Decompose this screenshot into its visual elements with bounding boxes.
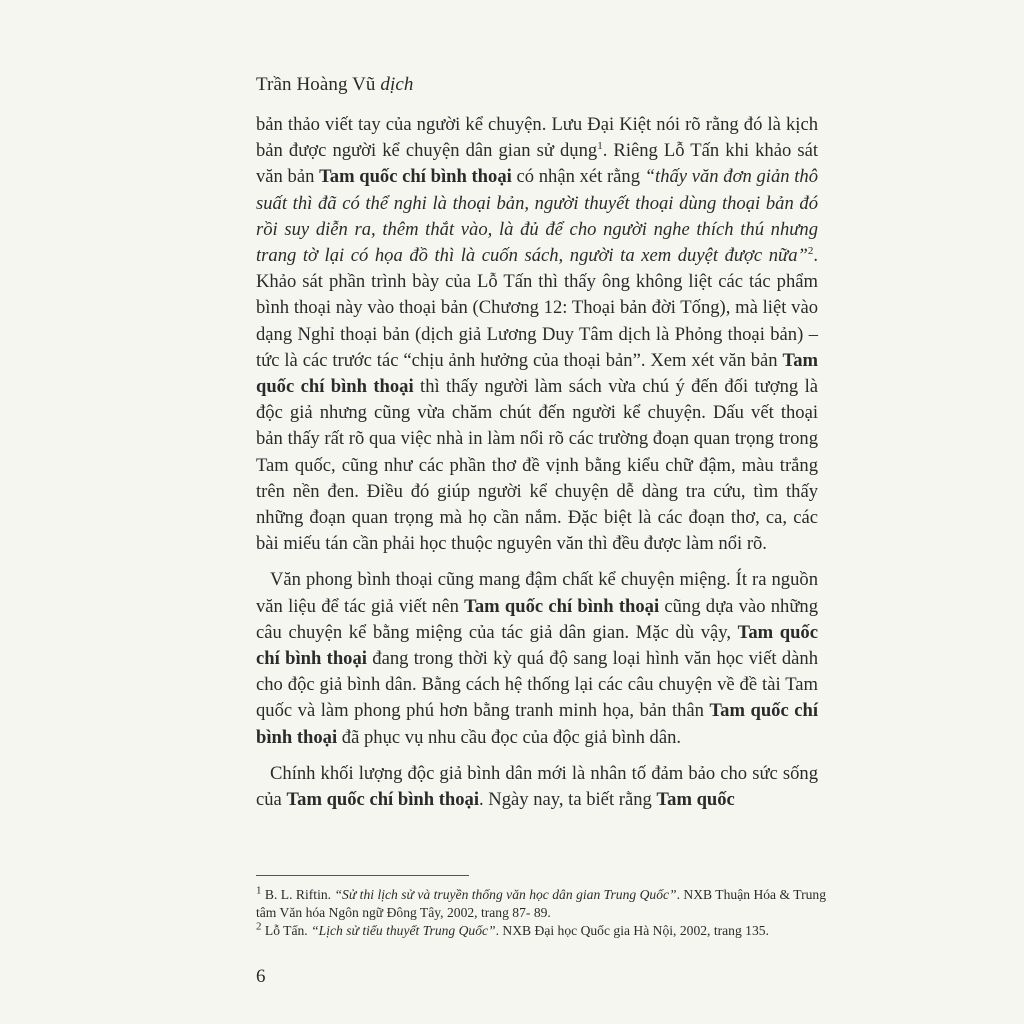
text-run: đã phục vụ nhu cầu đọc của độc giả bình dân. [337, 726, 682, 748]
text-run: cũng dựa vào những câu chuyện kể bằng miệng của tác giả dân gian. Mặc dù vậy, [256, 595, 819, 643]
footnote-marker: 1 [597, 140, 603, 153]
translator-name: Trần Hoàng Vũ [256, 74, 381, 95]
text-run: Lỗ Tấn. [261, 923, 312, 938]
translator-role: dịch [380, 74, 414, 95]
paragraph-3 [256, 761, 818, 813]
bold-title: Tam quốc chí bình thoại [319, 166, 512, 188]
bold-title: Tam quốc chí bình thoại [256, 349, 818, 398]
text-run: . Ngày nay, ta biết rằng [479, 789, 657, 811]
footnote-divider [256, 875, 469, 876]
page-number: 6 [256, 966, 266, 987]
italic-quote: “Sử thi lịch sử và truyền thống văn học dân gian Trung Quốc” [334, 887, 677, 902]
italic-quote: “thấy văn đơn giản thô suất thì đã có thể nghi là thoại bản, người thuyết thoại dùng thoại bản đó rồi suy diễn ra, thêm thắt vào, là đủ để cho người nghe thích thú nhưng trang tờ lại có họa đồ thì là cuốn sách, người ta xem duyệt được nữa” [256, 166, 818, 267]
footnote-1 [256, 886, 826, 922]
running-head [256, 74, 414, 96]
bold-title: Tam quốc [656, 789, 735, 811]
footnote-marker: 2 [807, 244, 814, 257]
text-run: có nhận xét rằng [511, 166, 645, 188]
text-run: đang trong thời kỳ quá độ sang loại hình văn học viết dành cho độc giả bình dân. Bằng cách hệ thống lại các câu chuyện về đề tài Tam quốc và làm phong phú hơn bằng tranh minh họa, bản thân [256, 648, 818, 722]
bold-title: Tam quốc chí bình thoại [256, 621, 818, 670]
text-run: Văn phong bình thoại cũng mang đậm chất kể chuyện miệng. Ít ra nguồn văn liệu để tác giả viết nên [256, 569, 818, 617]
text-run: . NXB Thuận Hóa & Trung tâm Văn hóa Ngôn ngữ Đông Tây, 2002, trang 87- 89. [256, 887, 827, 920]
text-run: thì thấy người làm sách vừa chú ý đến đối tượng là độc giả nhưng cũng vừa chăm chút đến người kể chuyện. Dấu vết thoại bản thấy rất rõ qua việc nhà in làm nổi rõ các trường đoạn quan trọng trong Tam quốc, cũng như các phần thơ đề vịnh bằng kiểu chữ đậm, màu trắng trên nền đen. Điều đó giúp người kể chuyện dễ dàng tra cứu, tìm thấy những đoạn quan trọng mà họ cần nắm. Đặc biệt là các đoạn thơ, ca, các bài miếu tán cần phải học thuộc nguyên văn thì đều được làm nổi rõ. [256, 376, 818, 555]
footnote-2 [256, 922, 826, 940]
bold-title: Tam quốc chí bình thoại [286, 789, 479, 811]
text-run: B. L. Riftin. [261, 887, 335, 902]
paragraph-2 [256, 567, 818, 750]
text-run: . Khảo sát phần trình bày của Lỗ Tấn thì thấy ông không liệt các tác phẩm bình thoại này vào thoại bản (Chương 12: Thoại bản đời Tống), mà liệt vào dạng Nghỉ thoại bản (dịch giả Lương Duy Tâm dịch là Phỏng thoại bản) – tức là các trước tác “chịu ảnh hưởng của thoại bản”. Xem xét văn bản [256, 245, 818, 371]
text-run: . Riêng Lỗ Tấn khi khảo sát văn bản [256, 140, 818, 188]
footnote-marker: 1 [256, 884, 262, 897]
bold-title: Tam quốc chí bình thoại [256, 700, 818, 748]
paragraph-1 [256, 112, 818, 557]
text-run: bản thảo viết tay của người kể chuyện. Lưu Đại Kiệt nói rõ rằng đó là kịch bản được người kể chuyện dân gian sử dụng [256, 114, 818, 162]
footnotes [256, 886, 826, 940]
text-run: . NXB Đại học Quốc gia Hà Nội, 2002, trang 135. [495, 923, 769, 938]
bold-title: Tam quốc chí bình thoại [464, 595, 660, 617]
body-text [256, 112, 818, 813]
italic-quote: “Lịch sử tiểu thuyết Trung Quốc” [311, 923, 496, 938]
text-run: Chính khối lượng độc giả bình dân mới là nhân tố đảm bảo cho sức sống của [256, 762, 818, 811]
footnote-marker: 2 [256, 920, 262, 933]
